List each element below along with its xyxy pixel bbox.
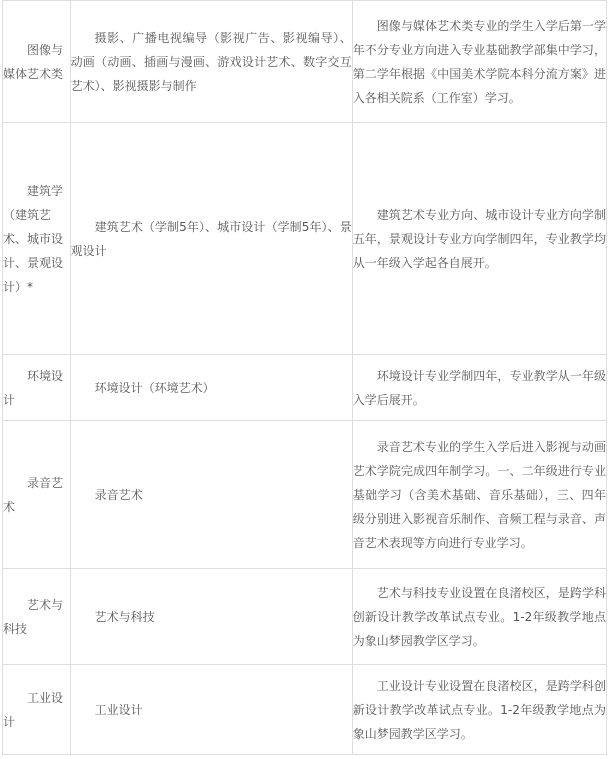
category-cell xyxy=(3,569,71,665)
description-cell xyxy=(352,123,606,355)
category-cell xyxy=(3,421,71,569)
directions-cell xyxy=(70,1,352,123)
directions-cell xyxy=(70,665,352,755)
description-cell xyxy=(352,569,606,665)
description-text: 工业设计专业设置在良渚校区，是跨学科创新设计教学改革试点专业。1-2年级教学地点为象山梦园教学区学习。 xyxy=(352,678,606,741)
majors-table xyxy=(2,0,607,755)
description-text: 建筑艺术专业方向、城市设计专业方向学制五年，景观设计专业方向学制四年，专业教学均从一年级入学起各自展开。 xyxy=(352,207,606,270)
table-row xyxy=(3,1,607,123)
category-label: 艺术与科技 xyxy=(3,597,64,636)
table-row xyxy=(3,355,607,421)
table-row xyxy=(3,123,607,355)
directions-text: 录音艺术 xyxy=(94,487,143,502)
category-label: 工业设计 xyxy=(3,690,64,729)
directions-cell xyxy=(70,123,352,355)
category-label: 图像与媒体艺术类 xyxy=(3,42,64,81)
category-label: 环境设计 xyxy=(3,368,64,407)
category-label: 录音艺术 xyxy=(3,475,64,514)
category-cell xyxy=(3,355,71,421)
description-text: 环境设计专业学制四年，专业教学从一年级入学后展开。 xyxy=(352,368,606,407)
directions-text: 工业设计 xyxy=(94,702,143,717)
description-text: 艺术与科技专业设置在良渚校区，是跨学科创新设计教学改革试点专业。1-2年级教学地点为象山梦园教学区学习。 xyxy=(352,585,606,648)
description-cell xyxy=(352,421,606,569)
directions-text: 建筑艺术（学制5年）、城市设计（学制5年）、景观设计 xyxy=(70,219,352,258)
directions-cell xyxy=(70,355,352,421)
description-cell xyxy=(352,665,606,755)
category-cell xyxy=(3,123,71,355)
table-row xyxy=(3,665,607,755)
description-text: 图像与媒体艺术类专业的学生入学后第一学年不分专业方向进入专业基础教学部集中学习，第二学年根据《中国美术学院本科分流方案》进入各相关院系（工作室）学习。 xyxy=(352,18,606,105)
directions-cell xyxy=(70,421,352,569)
category-label: 建筑学（建筑艺术、城市设计、景观设计）* xyxy=(3,183,64,294)
description-text: 录音艺术专业的学生入学后进入影视与动画艺术学院完成四年制学习。一、二年级进行专业基础学习（含美术基础、音乐基础），三、四年级分别进入影视音乐制作、音频工程与录音、声音艺术表现等方向进行专业学习。 xyxy=(352,439,606,550)
table-row xyxy=(3,569,607,665)
category-cell xyxy=(3,665,71,755)
description-cell xyxy=(352,1,606,123)
directions-text: 摄影、广播电视编导（影视广告、影视编导）、动画（动画、插画与漫画、游戏设计艺术、数字交互艺术）、影视摄影与制作 xyxy=(70,30,352,93)
directions-cell xyxy=(70,569,352,665)
table-row xyxy=(3,421,607,569)
directions-text: 艺术与科技 xyxy=(94,609,155,624)
category-cell xyxy=(3,1,71,123)
directions-text: 环境设计（环境艺术） xyxy=(94,380,215,395)
description-cell xyxy=(352,355,606,421)
